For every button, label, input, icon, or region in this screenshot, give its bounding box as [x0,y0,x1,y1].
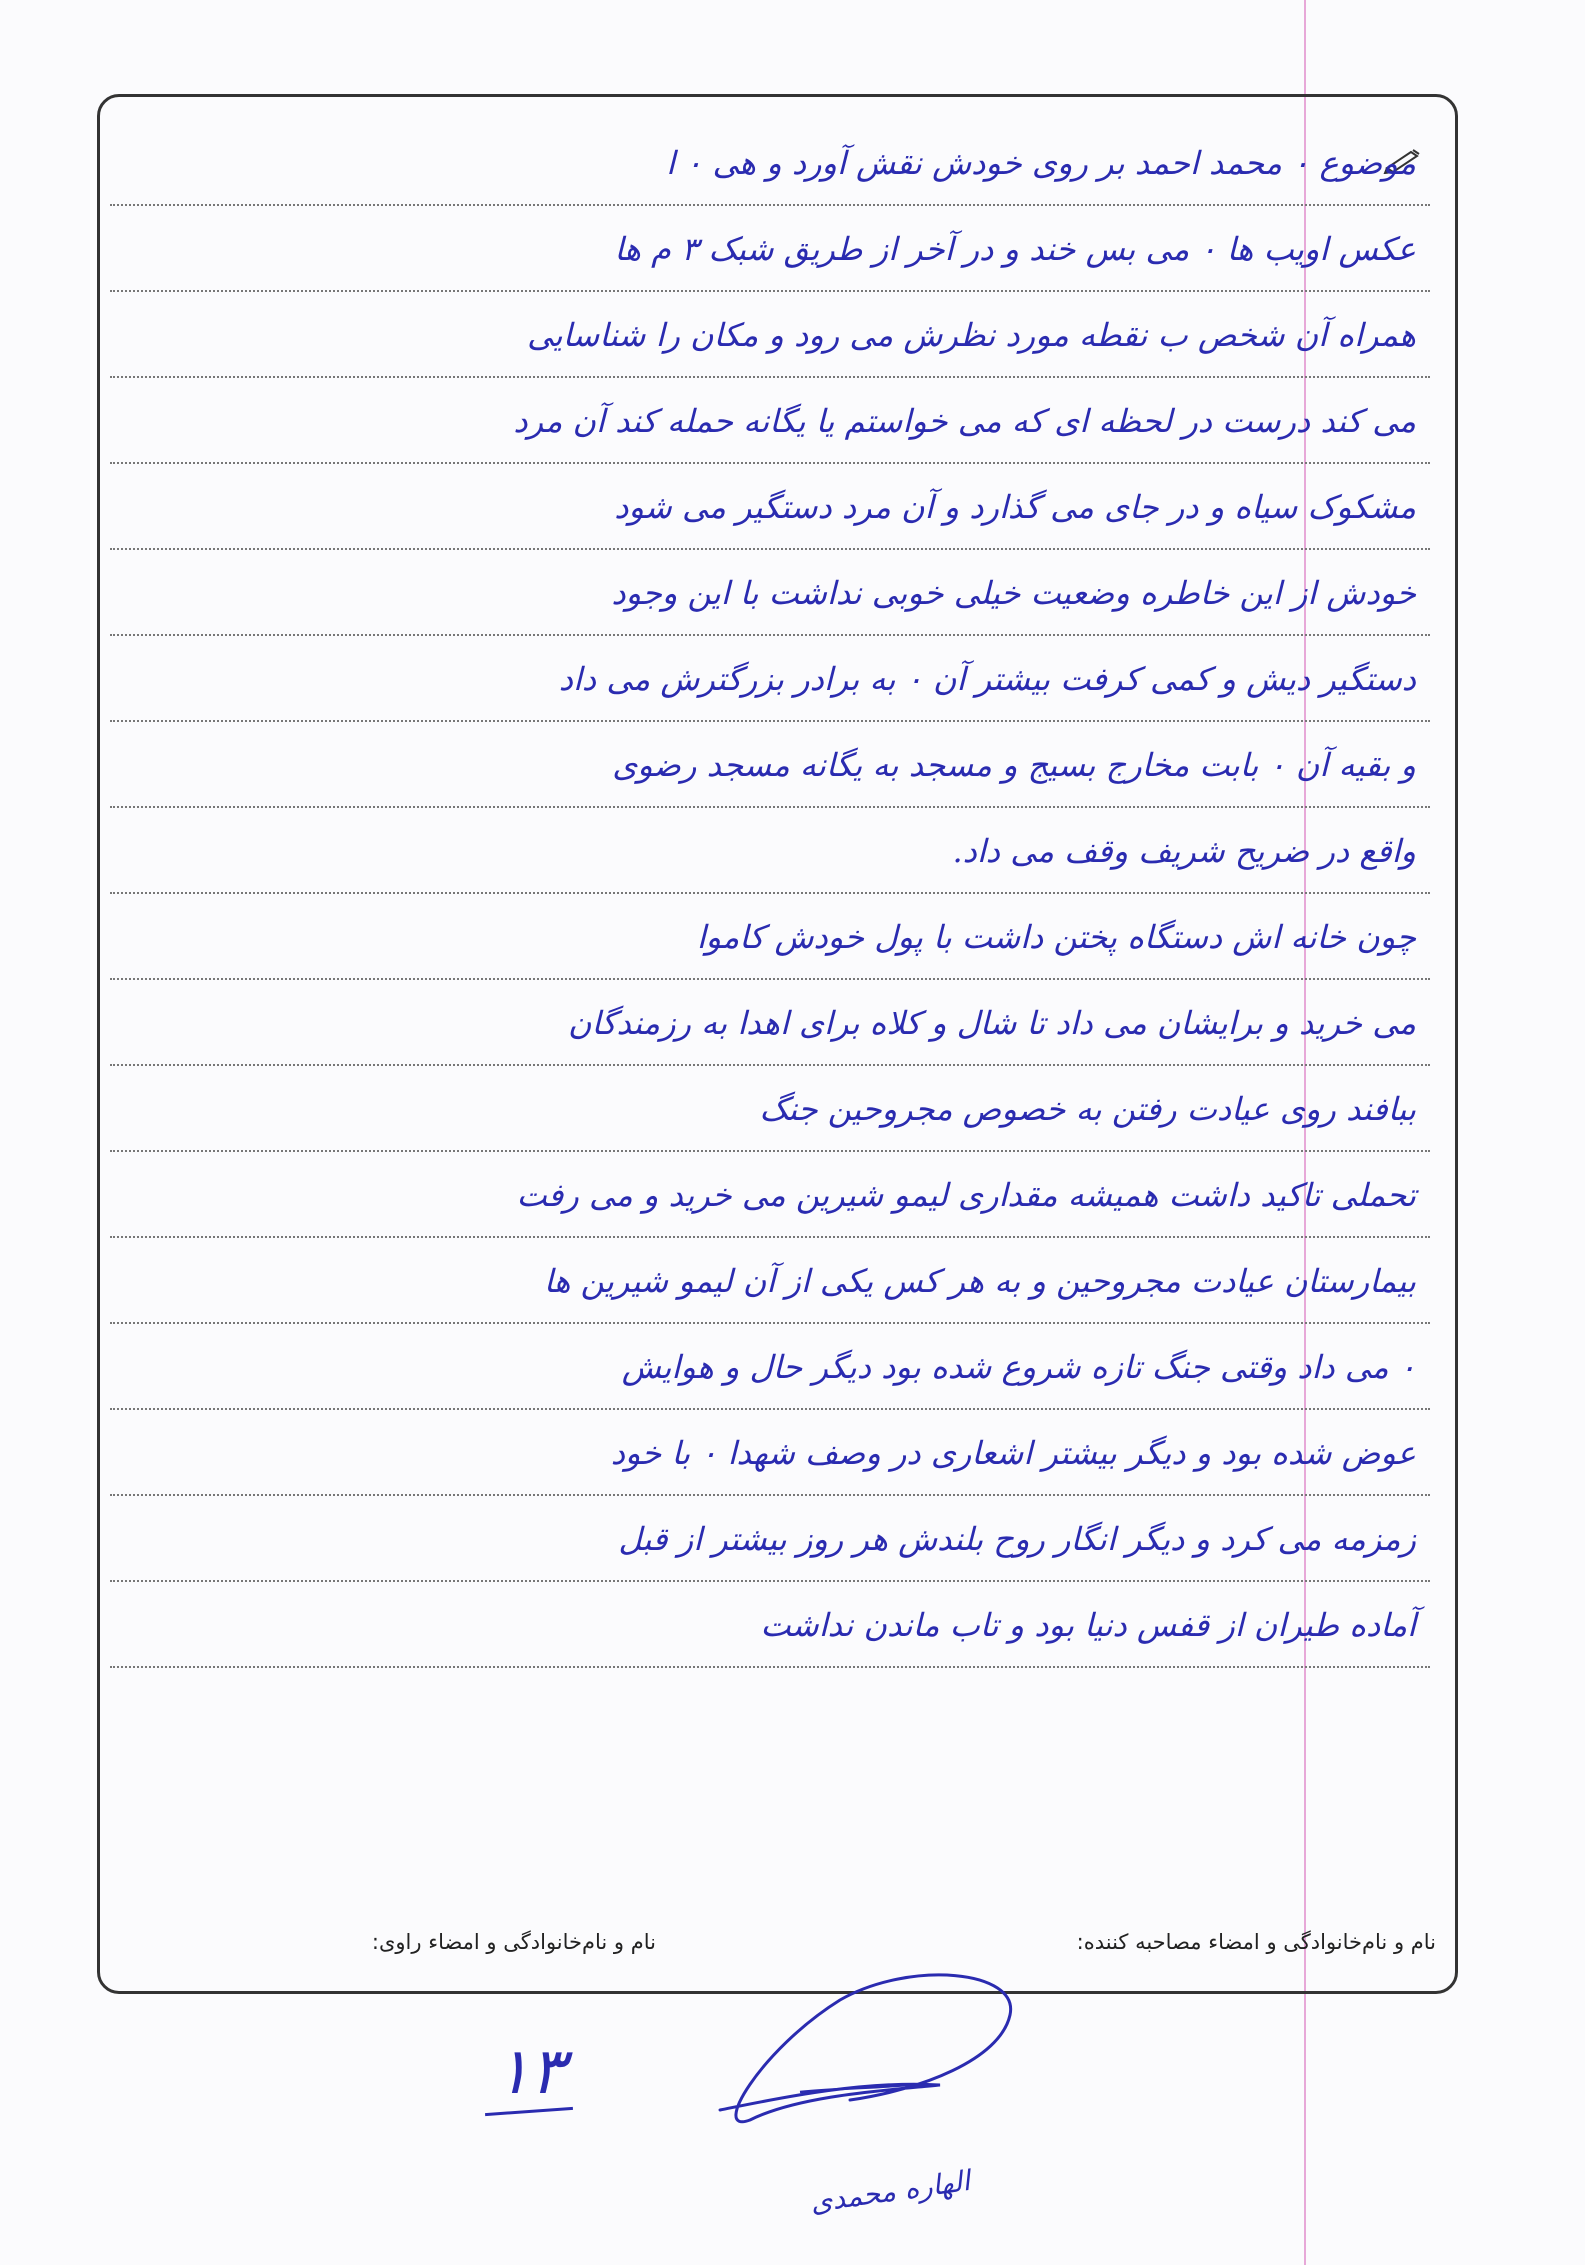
handwritten-line: می کند درست در لحظه ای که می خواستم یا یگانه حمله کند آن مرد [110,378,1430,464]
handwritten-line: خودش از این خاطره وضعیت خیلی خوبی نداشت با این وجود [110,550,1430,636]
handwritten-line: عوض شده بود و دیگر بیشتر اشعاری در وصف شهدا ۰ با خود [110,1410,1430,1496]
handwritten-line: ببافند روی عیادت رفتن به خصوص مجروحین جنگ [110,1066,1430,1152]
handwritten-line: عکس اویب ها ۰ می بس خند و در آخر از طریق شبک ۳ م ها [110,206,1430,292]
handwritten-line: تحملی تاکید داشت همیشه مقداری لیمو شیرین می خرید و می رفت [110,1152,1430,1238]
handwritten-line: واقع در ضریح شریف وقف می داد. [110,808,1430,894]
handwritten-line: زمزمه می کرد و دیگر انگار روح بلندش هر روز بیشتر از قبل [110,1496,1430,1582]
page-number: ۱۳ [495,2035,565,2109]
handwritten-line: بیمارستان عیادت مجروحین و به هر کس یکی از آن لیمو شیرین ها [110,1238,1430,1324]
interviewer-signature-label: نام و نام‌خانوادگی و امضاء مصاحبه کننده: [1076,1930,1436,1954]
handwritten-line: و بقیه آن ۰ بابت مخارج بسیج و مسجد به یگانه مسجد رضوی [110,722,1430,808]
handwritten-text-body [110,120,1430,1870]
handwritten-line: همراه آن شخص ب نقطه مورد نظرش می رود و مکان را شناسایی [110,292,1430,378]
handwritten-line: مشکوک سیاه و در جای می گذارد و آن مرد دستگیر می شود [110,464,1430,550]
signature-name: الهاره محمدی [808,2163,972,2220]
handwritten-line: آماده طیران از قفس دنیا بود و تاب ماندن نداشت [110,1582,1430,1668]
narrator-signature-label: نام و نام‌خانوادگی و امضاء راوی: [371,1930,656,1954]
handwritten-line: دستگیر دیش و کمی کرفت بیشتر آن ۰ به برادر بزرگترش می داد [110,636,1430,722]
handwritten-line: ۰ می داد وقتی جنگ تازه شروع شده بود دیگر حال و هوایش [110,1324,1430,1410]
signature-scribble [690,1960,1050,2130]
handwritten-line: می خرید و برایشان می داد تا شال و کلاه برای اهدا به رزمندگان [110,980,1430,1066]
handwritten-line: چون خانه اش دستگاه پختن داشت با پول خودش کاموا [110,894,1430,980]
handwritten-line: موضوع ۰ محمد احمد بر روی خودش نقش آورد و هی ۰ ا [110,120,1430,206]
